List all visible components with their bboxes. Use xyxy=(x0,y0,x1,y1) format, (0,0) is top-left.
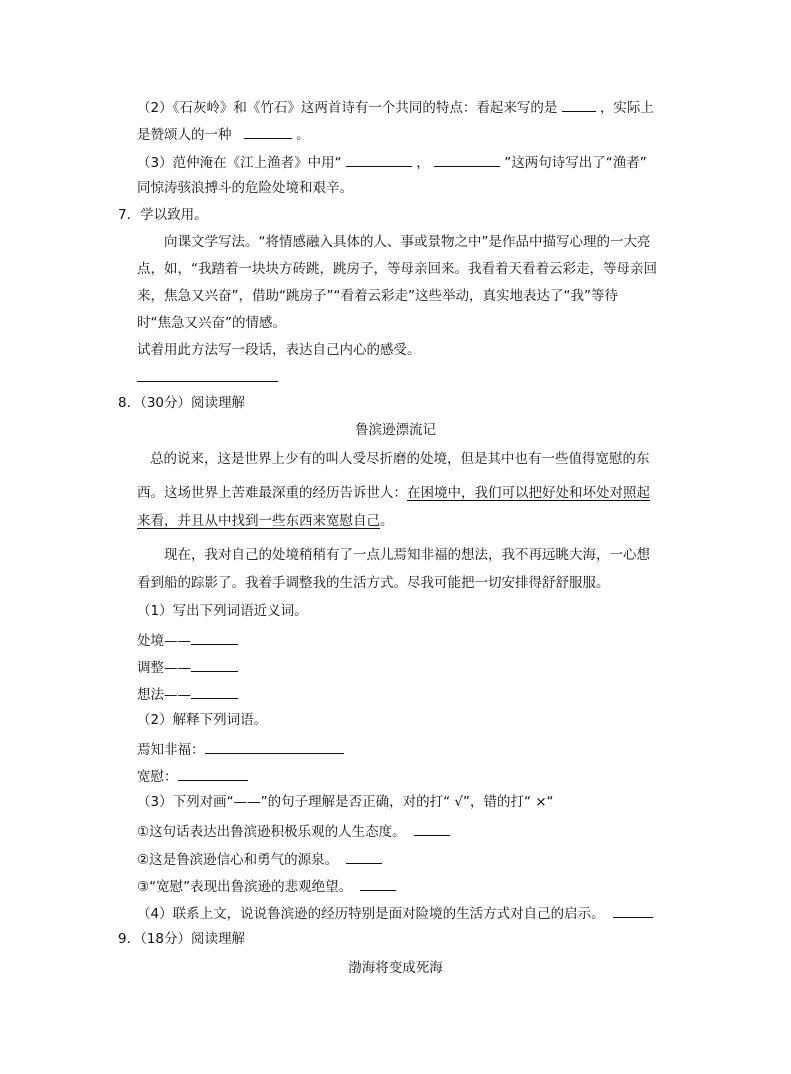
q7-answer-line[interactable] xyxy=(137,381,278,382)
answer-blank[interactable] xyxy=(414,821,450,836)
q6-part3-text-a: （3）范仲淹在《江上渔者》中用“ xyxy=(137,155,342,171)
q8-underlined-sentence: 在困境中，我们可以把好处和坏处对照起 xyxy=(407,485,650,501)
q9-heading: 9．（18分）阅读理解 xyxy=(118,931,246,947)
q8-passage-title: 鲁滨逊漂流记 xyxy=(355,422,436,438)
answer-blank[interactable] xyxy=(244,124,292,139)
q8-sub3-statement: ①这句话表达出鲁滨逊积极乐观的人生态度。 xyxy=(137,824,406,840)
q8-sub1-item xyxy=(137,684,238,704)
q8-sub3-heading: （3）下列对画“——”的句子理解是否正确，对的打“ √”，错的打“ ×“ xyxy=(137,794,554,810)
q8-sub2-word: 宽慰： xyxy=(137,769,178,785)
answer-blank[interactable] xyxy=(191,657,238,672)
q8-sub1-heading: （1）写出下列词语近义词。 xyxy=(137,603,308,619)
q8-sub2-heading: （2）解释下列词语。 xyxy=(137,712,268,728)
q8-sub3-statement: ②这是鲁滨逊信心和勇气的源泉。 xyxy=(137,852,339,868)
q6-part2-text2-end: 。 xyxy=(296,127,310,143)
q8-sub1-item xyxy=(137,630,238,650)
q8-para1-line2 xyxy=(137,484,650,502)
q6-part2-text: （2）《石灰岭》和《竹石》这两首诗有一个共同的特点：看起来写的是 xyxy=(137,100,558,116)
q8-heading: 8．（30分）阅读理解 xyxy=(118,395,246,411)
q8-sub1-word: 处境—— xyxy=(137,633,191,649)
q8-sub1-word: 想法—— xyxy=(137,687,191,703)
answer-blank[interactable] xyxy=(191,684,238,699)
q8-sub2-item xyxy=(137,739,344,759)
q6-part3-line1 xyxy=(137,152,647,172)
q8-sub3-item xyxy=(137,849,382,869)
answer-blank[interactable] xyxy=(191,630,238,645)
q7-para-line2: 点，如，“我踏着一块块方砖跳，跳房子，等母亲回来。我看着天看着云彩走，等母亲回 xyxy=(137,261,657,277)
q9-passage-title: 渤海将变成死海 xyxy=(348,960,443,976)
answer-blank[interactable] xyxy=(434,152,500,167)
q8-sub3-item xyxy=(137,876,396,896)
q8-sub2-word: 焉知非福： xyxy=(137,742,205,758)
answer-blank[interactable] xyxy=(346,849,382,864)
q8-sub1-item xyxy=(137,657,238,677)
q8-sub1-word: 调整—— xyxy=(137,660,191,676)
q7-task: 试着用此方法写一段话，表达自己内心的感受。 xyxy=(137,342,421,358)
q6-part2-text-end: ，实际上 xyxy=(599,100,654,116)
answer-blank[interactable] xyxy=(562,97,596,112)
q8-sub4 xyxy=(137,903,653,923)
q6-part2-line2 xyxy=(137,124,310,144)
answer-blank[interactable] xyxy=(178,766,248,781)
q8-para1-end: 。 xyxy=(380,513,394,529)
q7-para-line4: 时“焦急又兴奋”的情感。 xyxy=(137,315,286,331)
q7-para-line1: 向课文学写法。“将情感融入具体的人、事或景物之中”是作品中描写心理的一大亮 xyxy=(164,234,651,250)
q8-para1-line1: 总的说来，这是世界上少有的叫人受尽折磨的处境，但是其中也有一些值得宽慰的东 xyxy=(150,451,650,467)
q8-sub4-text: （4）联系上文，说说鲁滨逊的经历特别是面对险境的生活方式对自己的启示。 xyxy=(137,906,605,922)
answer-blank[interactable] xyxy=(613,903,653,918)
q8-underlined-sentence-cont: 来看，并且从中找到一些东西来宽慰自己 xyxy=(137,513,380,529)
q6-part3-sep: ， xyxy=(416,155,430,171)
answer-blank[interactable] xyxy=(346,152,412,167)
q8-sub2-item xyxy=(137,766,248,786)
q6-part2-text2: 是赞颂人的一种 xyxy=(137,127,232,143)
q8-para1-line3 xyxy=(137,512,394,530)
answer-blank[interactable] xyxy=(360,876,396,891)
q7-heading: 7．学以致用。 xyxy=(118,207,208,223)
q8-sub3-item xyxy=(137,821,450,841)
q8-para1-plain: 西。这场世界上苦难最深重的经历告诉世人： xyxy=(137,485,407,501)
q8-para2-line2: 看到船的踪影了。我着手调整我的生活方式。尽我可能把一切安排得舒舒服服。 xyxy=(137,575,610,591)
q8-sub3-statement: ③“宽慰”表现出鲁滨逊的悲观绝望。 xyxy=(137,879,353,895)
q6-part3-line2: 同惊涛骇浪搏斗的危险处境和艰辛。 xyxy=(137,180,353,196)
answer-blank[interactable] xyxy=(205,739,344,754)
q6-part2-line1 xyxy=(137,97,654,117)
q8-para2-line1: 现在，我对自己的处境稍稍有了一点儿焉知非福的想法，我不再远眺大海，一心想 xyxy=(164,547,650,563)
q6-part3-text-b: ”这两句诗写出了“渔者” xyxy=(504,155,647,171)
q7-para-line3: 来，焦急又兴奋”，借助“跳房子”“看着云彩走”这些举动，真实地表达了“我”等待 xyxy=(137,288,618,304)
